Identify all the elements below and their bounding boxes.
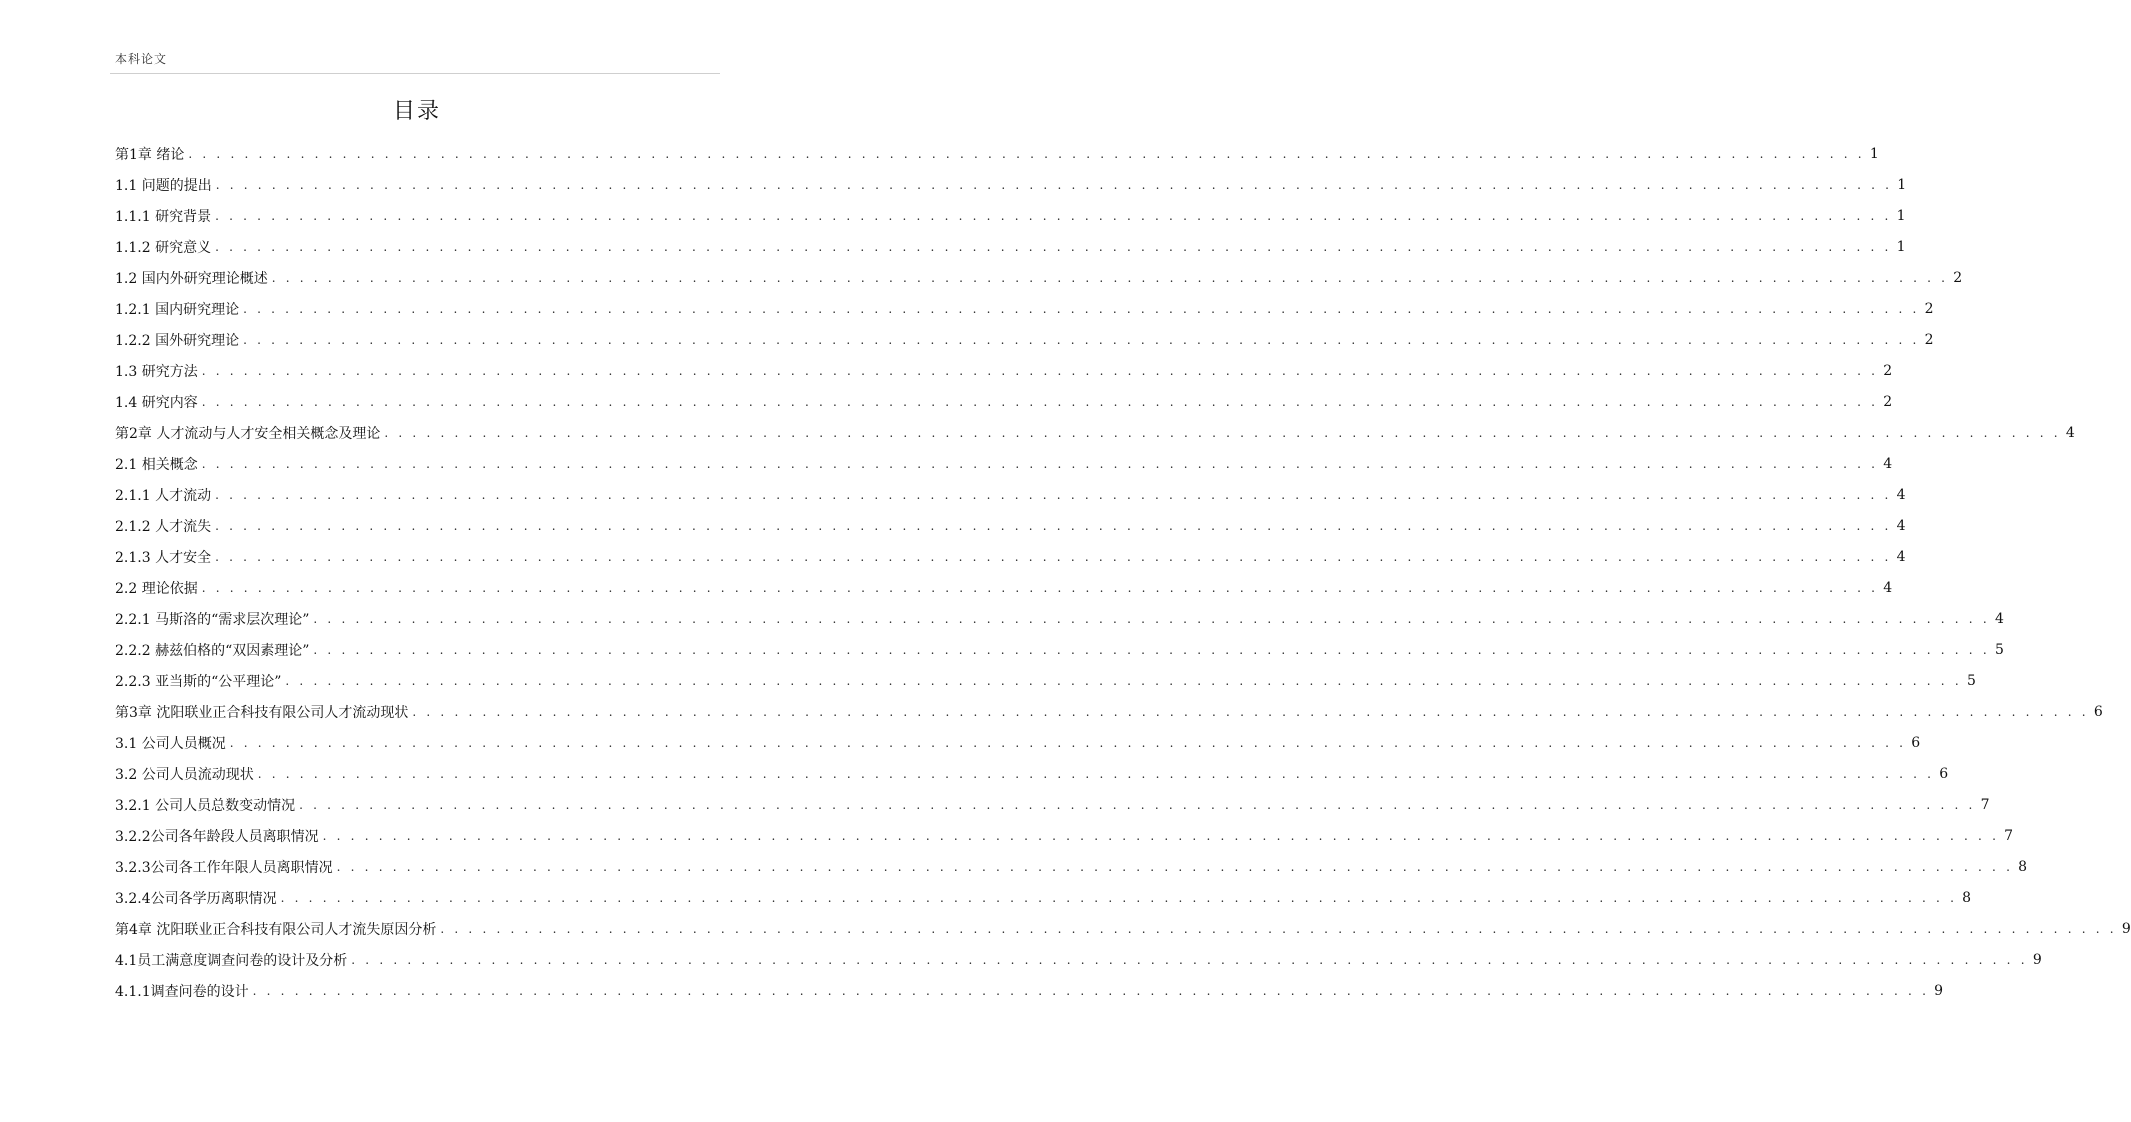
toc-entry-label: 2.1.1 人才流动	[115, 487, 212, 504]
toc-entry[interactable]	[115, 820, 2014, 851]
toc-entry-page-number: 2	[1924, 300, 1934, 317]
toc-dot-leader: . . . . . . . . . . . . . . . . . . . . . . . . . . . . . . . . . . . . . . . . . . . . . . . . . . . . . . . . . . . . . . . . . . . . . . . . . . . . . . . . . . . . . . . . . . . . . . . . . . . . . . . . . . . . . . . . . . . . . . . .	[313, 642, 1990, 657]
toc-entry[interactable]	[115, 944, 2042, 975]
toc-entry[interactable]	[115, 696, 2103, 727]
toc-entry[interactable]	[115, 665, 1976, 696]
toc-dot-leader: . . . . . . . . . . . . . . . . . . . . . . . . . . . . . . . . . . . . . . . . . . . . . . . . . . . . . . . . . . . . . . . . . . . . . . . . . . . . . . . . . . . . . . . . . . . . . . . . . . . . . . . . . . . . . . . . . . . . . . . .	[384, 425, 2061, 440]
toc-entry-label: 4.1.1调查问卷的设计	[115, 983, 249, 1000]
toc-entry[interactable]	[115, 882, 1972, 913]
toc-entry[interactable]	[115, 727, 1921, 758]
toc-entry[interactable]	[115, 758, 1949, 789]
toc-entry-page-number: 4	[1896, 548, 1906, 565]
toc-entry-page-number: 4	[1896, 486, 1906, 503]
toc-dot-leader: . . . . . . . . . . . . . . . . . . . . . . . . . . . . . . . . . . . . . . . . . . . . . . . . . . . . . . . . . . . . . . . . . . . . . . . . . . . . . . . . . . . . . . . . . . . . . . . . . . . . . . . . . . . . . . . . . . . . . . . .	[201, 363, 1879, 378]
toc-dot-leader: . . . . . . . . . . . . . . . . . . . . . . . . . . . . . . . . . . . . . . . . . . . . . . . . . . . . . . . . . . . . . . . . . . . . . . . . . . . . . . . . . . . . . . . . . . . . . . . . . . . . . . . . . . . . . . . . . . . . . . . .	[243, 332, 1920, 347]
toc-entry-page-number: 4	[1994, 610, 2004, 627]
toc-entry-label: 1.1 问题的提出	[115, 177, 212, 194]
toc-entry[interactable]	[115, 448, 1893, 479]
toc-dot-leader: . . . . . . . . . . . . . . . . . . . . . . . . . . . . . . . . . . . . . . . . . . . . . . . . . . . . . . . . . . . . . . . . . . . . . . . . . . . . . . . . . . . . . . . . . . . . . . . . . . . . . . . . . . . . . . . . . . . . . . . .	[201, 580, 1879, 595]
toc-dot-leader: . . . . . . . . . . . . . . . . . . . . . . . . . . . . . . . . . . . . . . . . . . . . . . . . . . . . . . . . . . . . . . . . . . . . . . . . . . . . . . . . . . . . . . . . . . . . . . . . . . . . . . . . . . . . . . . . . . . . . . . .	[215, 208, 1892, 223]
toc-entry[interactable]	[115, 634, 2004, 665]
toc-entry[interactable]	[115, 603, 2004, 634]
toc-entry-label: 4.1员工满意度调查问卷的设计及分析	[115, 952, 348, 969]
toc-entry-label: 第3章 沈阳联业正合科技有限公司人才流动现状	[115, 704, 409, 721]
toc-entry[interactable]	[115, 510, 1906, 541]
toc-entry[interactable]	[115, 386, 1893, 417]
toc-dot-leader: . . . . . . . . . . . . . . . . . . . . . . . . . . . . . . . . . . . . . . . . . . . . . . . . . . . . . . . . . . . . . . . . . . . . . . . . . . . . . . . . . . . . . . . . . . . . . . . . . . . . . . . . . . . . . . . . . . . . . . . .	[201, 394, 1879, 409]
toc-entry-page-number: 1	[1897, 176, 1907, 193]
toc-entry-label: 2.2.2 赫兹伯格的“双因素理论”	[115, 642, 310, 659]
toc-entry[interactable]	[115, 293, 1934, 324]
toc-dot-leader: . . . . . . . . . . . . . . . . . . . . . . . . . . . . . . . . . . . . . . . . . . . . . . . . . . . . . . . . . . . . . . . . . . . . . . . . . . . . . . . . . . . . . . . . . . . . . . . . . . . . . . . . . . . . . . . . . . . . . . . .	[313, 611, 1990, 626]
toc-entry-label: 3.2.4公司各学历离职情况	[115, 890, 277, 907]
toc-dot-leader: . . . . . . . . . . . . . . . . . . . . . . . . . . . . . . . . . . . . . . . . . . . . . . . . . . . . . . . . . . . . . . . . . . . . . . . . . . . . . . . . . . . . . . . . . . . . . . . . . . . . . . . . . . . . . . . . . . . . . . . .	[280, 890, 1958, 905]
toc-entry-label: 3.2.1 公司人员总数变动情况	[115, 797, 296, 814]
toc-entry-page-number: 2	[1953, 269, 1963, 286]
toc-entry-page-number: 8	[2018, 858, 2028, 875]
toc-title: 目录	[392, 99, 441, 124]
toc-dot-leader: . . . . . . . . . . . . . . . . . . . . . . . . . . . . . . . . . . . . . . . . . . . . . . . . . . . . . . . . . . . . . . . . . . . . . . . . . . . . . . . . . . . . . . . . . . . . . . . . . . . . . . . . . . . . . . . . . . . . . . . .	[188, 146, 1865, 161]
toc-entry[interactable]	[115, 479, 1906, 510]
toc-entry[interactable]	[115, 169, 1907, 200]
toc-entry[interactable]	[115, 541, 1906, 572]
toc-entry[interactable]	[115, 572, 1893, 603]
table-of-contents	[115, 138, 2131, 1006]
toc-entry[interactable]	[115, 324, 1934, 355]
toc-entry[interactable]	[115, 417, 2075, 448]
toc-entry[interactable]	[115, 138, 1879, 169]
toc-entry-label: 3.2 公司人员流动现状	[115, 766, 254, 783]
toc-entry-page-number: 6	[2093, 703, 2103, 720]
running-header: 本科论文	[115, 52, 168, 66]
toc-entry[interactable]	[115, 355, 1893, 386]
toc-entry-label: 第2章 人才流动与人才安全相关概念及理论	[115, 425, 381, 442]
toc-dot-leader: . . . . . . . . . . . . . . . . . . . . . . . . . . . . . . . . . . . . . . . . . . . . . . . . . . . . . . . . . . . . . . . . . . . . . . . . . . . . . . . . . . . . . . . . . . . . . . . . . . . . . . . . . . . . . . . . . . . . . . . .	[215, 177, 1893, 192]
toc-entry-label: 3.1 公司人员概况	[115, 735, 226, 752]
toc-entry-label: 3.2.3公司各工作年限人员离职情况	[115, 859, 333, 876]
toc-entry-label: 1.2.2 国外研究理论	[115, 332, 240, 349]
toc-entry-page-number: 7	[2004, 827, 2014, 844]
toc-dot-leader: . . . . . . . . . . . . . . . . . . . . . . . . . . . . . . . . . . . . . . . . . . . . . . . . . . . . . . . . . . . . . . . . . . . . . . . . . . . . . . . . . . . . . . . . . . . . . . . . . . . . . . . . . . . . . . . . . . . . . . . .	[215, 487, 1892, 502]
toc-entry-page-number: 7	[1980, 796, 1990, 813]
toc-dot-leader: . . . . . . . . . . . . . . . . . . . . . . . . . . . . . . . . . . . . . . . . . . . . . . . . . . . . . . . . . . . . . . . . . . . . . . . . . . . . . . . . . . . . . . . . . . . . . . . . . . . . . . . . . . . . . . . . . . . . . . . .	[336, 859, 2014, 874]
toc-dot-leader: . . . . . . . . . . . . . . . . . . . . . . . . . . . . . . . . . . . . . . . . . . . . . . . . . . . . . . . . . . . . . . . . . . . . . . . . . . . . . . . . . . . . . . . . . . . . . . . . . . . . . . . . . . . . . . . . . . . . . . . .	[351, 952, 2028, 967]
toc-entry-label: 1.2.1 国内研究理论	[115, 301, 240, 318]
toc-entry[interactable]	[115, 262, 1963, 293]
toc-dot-leader: . . . . . . . . . . . . . . . . . . . . . . . . . . . . . . . . . . . . . . . . . . . . . . . . . . . . . . . . . . . . . . . . . . . . . . . . . . . . . . . . . . . . . . . . . . . . . . . . . . . . . . . . . . . . . . . . . . . . . . . .	[229, 735, 1907, 750]
toc-entry-page-number: 4	[1896, 517, 1906, 534]
toc-entry-page-number: 6	[1939, 765, 1949, 782]
toc-entry-page-number: 1	[1896, 238, 1906, 255]
toc-entry-page-number: 2	[1883, 362, 1893, 379]
toc-entry-page-number: 4	[1883, 455, 1893, 472]
toc-entry-page-number: 9	[2032, 951, 2042, 968]
toc-dot-leader: . . . . . . . . . . . . . . . . . . . . . . . . . . . . . . . . . . . . . . . . . . . . . . . . . . . . . . . . . . . . . . . . . . . . . . . . . . . . . . . . . . . . . . . . . . . . . . . . . . . . . . . . . . . . . . . . . . . . . . . .	[243, 301, 1920, 316]
toc-entry-page-number: 1	[1869, 145, 1879, 162]
toc-entry-label: 2.2 理论依据	[115, 580, 198, 597]
toc-entry-label: 2.1 相关概念	[115, 456, 198, 473]
toc-entry-label: 2.1.2 人才流失	[115, 518, 212, 535]
toc-entry[interactable]	[115, 975, 1944, 1006]
toc-dot-leader: . . . . . . . . . . . . . . . . . . . . . . . . . . . . . . . . . . . . . . . . . . . . . . . . . . . . . . . . . . . . . . . . . . . . . . . . . . . . . . . . . . . . . . . . . . . . . . . . . . . . . . . . . . . . . . . . . . . . . . . .	[215, 239, 1892, 254]
toc-entry-label: 第1章 绪论	[115, 146, 185, 163]
toc-entry-page-number: 6	[1911, 734, 1921, 751]
toc-entry-label: 1.1.1 研究背景	[115, 208, 212, 225]
toc-entry-label: 3.2.2公司各年龄段人员离职情况	[115, 828, 319, 845]
toc-entry-page-number: 5	[1966, 672, 1976, 689]
toc-entry-label: 1.4 研究内容	[115, 394, 198, 411]
toc-dot-leader: . . . . . . . . . . . . . . . . . . . . . . . . . . . . . . . . . . . . . . . . . . . . . . . . . . . . . . . . . . . . . . . . . . . . . . . . . . . . . . . . . . . . . . . . . . . . . . . . . . . . . . . . . . . . . . . . . . . . . . . .	[257, 766, 1935, 781]
toc-entry-page-number: 8	[1962, 889, 1972, 906]
toc-dot-leader: . . . . . . . . . . . . . . . . . . . . . . . . . . . . . . . . . . . . . . . . . . . . . . . . . . . . . . . . . . . . . . . . . . . . . . . . . . . . . . . . . . . . . . . . . . . . . . . . . . . . . . . . . . . . . . . . . . . . . . . .	[201, 456, 1879, 471]
toc-entry[interactable]	[115, 913, 2131, 944]
toc-entry-label: 2.1.3 人才安全	[115, 549, 212, 566]
toc-entry-page-number: 1	[1896, 207, 1906, 224]
toc-dot-leader: . . . . . . . . . . . . . . . . . . . . . . . . . . . . . . . . . . . . . . . . . . . . . . . . . . . . . . . . . . . . . . . . . . . . . . . . . . . . . . . . . . . . . . . . . . . . . . . . . . . . . . . . . . . . . . . . . . . . . . . .	[252, 983, 1930, 998]
toc-dot-leader: . . . . . . . . . . . . . . . . . . . . . . . . . . . . . . . . . . . . . . . . . . . . . . . . . . . . . . . . . . . . . . . . . . . . . . . . . . . . . . . . . . . . . . . . . . . . . . . . . . . . . . . . . . . . . . . . . . . . . . . .	[215, 549, 1892, 564]
toc-entry-label: 2.2.3 亚当斯的“公平理论”	[115, 673, 282, 690]
toc-entry-label: 第4章 沈阳联业正合科技有限公司人才流失原因分析	[115, 921, 437, 938]
toc-dot-leader: . . . . . . . . . . . . . . . . . . . . . . . . . . . . . . . . . . . . . . . . . . . . . . . . . . . . . . . . . . . . . . . . . . . . . . . . . . . . . . . . . . . . . . . . . . . . . . . . . . . . . . . . . . . . . . . . . . . . . . . .	[285, 673, 1962, 688]
toc-entry-page-number: 5	[1994, 641, 2004, 658]
toc-entry[interactable]	[115, 231, 1906, 262]
toc-entry-page-number: 4	[2065, 424, 2075, 441]
header-rule	[110, 73, 720, 74]
toc-entry-page-number: 2	[1924, 331, 1934, 348]
toc-dot-leader: . . . . . . . . . . . . . . . . . . . . . . . . . . . . . . . . . . . . . . . . . . . . . . . . . . . . . . . . . . . . . . . . . . . . . . . . . . . . . . . . . . . . . . . . . . . . . . . . . . . . . . . . . . . . . . . . . . . . . . . .	[271, 270, 1949, 285]
toc-entry[interactable]	[115, 851, 2028, 882]
toc-entry-label: 1.2 国内外研究理论概述	[115, 270, 268, 287]
toc-entry-page-number: 9	[1934, 982, 1944, 999]
toc-dot-leader: . . . . . . . . . . . . . . . . . . . . . . . . . . . . . . . . . . . . . . . . . . . . . . . . . . . . . . . . . . . . . . . . . . . . . . . . . . . . . . . . . . . . . . . . . . . . . . . . . . . . . . . . . . . . . . . . . . . . . . . .	[322, 828, 2000, 843]
toc-entry-label: 2.2.1 马斯洛的“需求层次理论”	[115, 611, 310, 628]
toc-dot-leader: . . . . . . . . . . . . . . . . . . . . . . . . . . . . . . . . . . . . . . . . . . . . . . . . . . . . . . . . . . . . . . . . . . . . . . . . . . . . . . . . . . . . . . . . . . . . . . . . . . . . . . . . . . . . . . . . . . . . . . . .	[215, 518, 1892, 533]
toc-entry[interactable]	[115, 789, 1990, 820]
toc-entry-page-number: 4	[1883, 579, 1893, 596]
toc-dot-leader: . . . . . . . . . . . . . . . . . . . . . . . . . . . . . . . . . . . . . . . . . . . . . . . . . . . . . . . . . . . . . . . . . . . . . . . . . . . . . . . . . . . . . . . . . . . . . . . . . . . . . . . . . . . . . . . . . . . . . . . .	[299, 797, 1976, 812]
toc-entry-page-number: 9	[2121, 920, 2131, 937]
toc-entry-label: 1.3 研究方法	[115, 363, 198, 380]
toc-dot-leader: . . . . . . . . . . . . . . . . . . . . . . . . . . . . . . . . . . . . . . . . . . . . . . . . . . . . . . . . . . . . . . . . . . . . . . . . . . . . . . . . . . . . . . . . . . . . . . . . . . . . . . . . . . . . . . . . . . . . . . . .	[440, 921, 2117, 936]
toc-dot-leader: . . . . . . . . . . . . . . . . . . . . . . . . . . . . . . . . . . . . . . . . . . . . . . . . . . . . . . . . . . . . . . . . . . . . . . . . . . . . . . . . . . . . . . . . . . . . . . . . . . . . . . . . . . . . . . . . . . . . . . . .	[412, 704, 2089, 719]
toc-entry-label: 1.1.2 研究意义	[115, 239, 212, 256]
toc-entry-page-number: 2	[1883, 393, 1893, 410]
toc-entry[interactable]	[115, 200, 1906, 231]
